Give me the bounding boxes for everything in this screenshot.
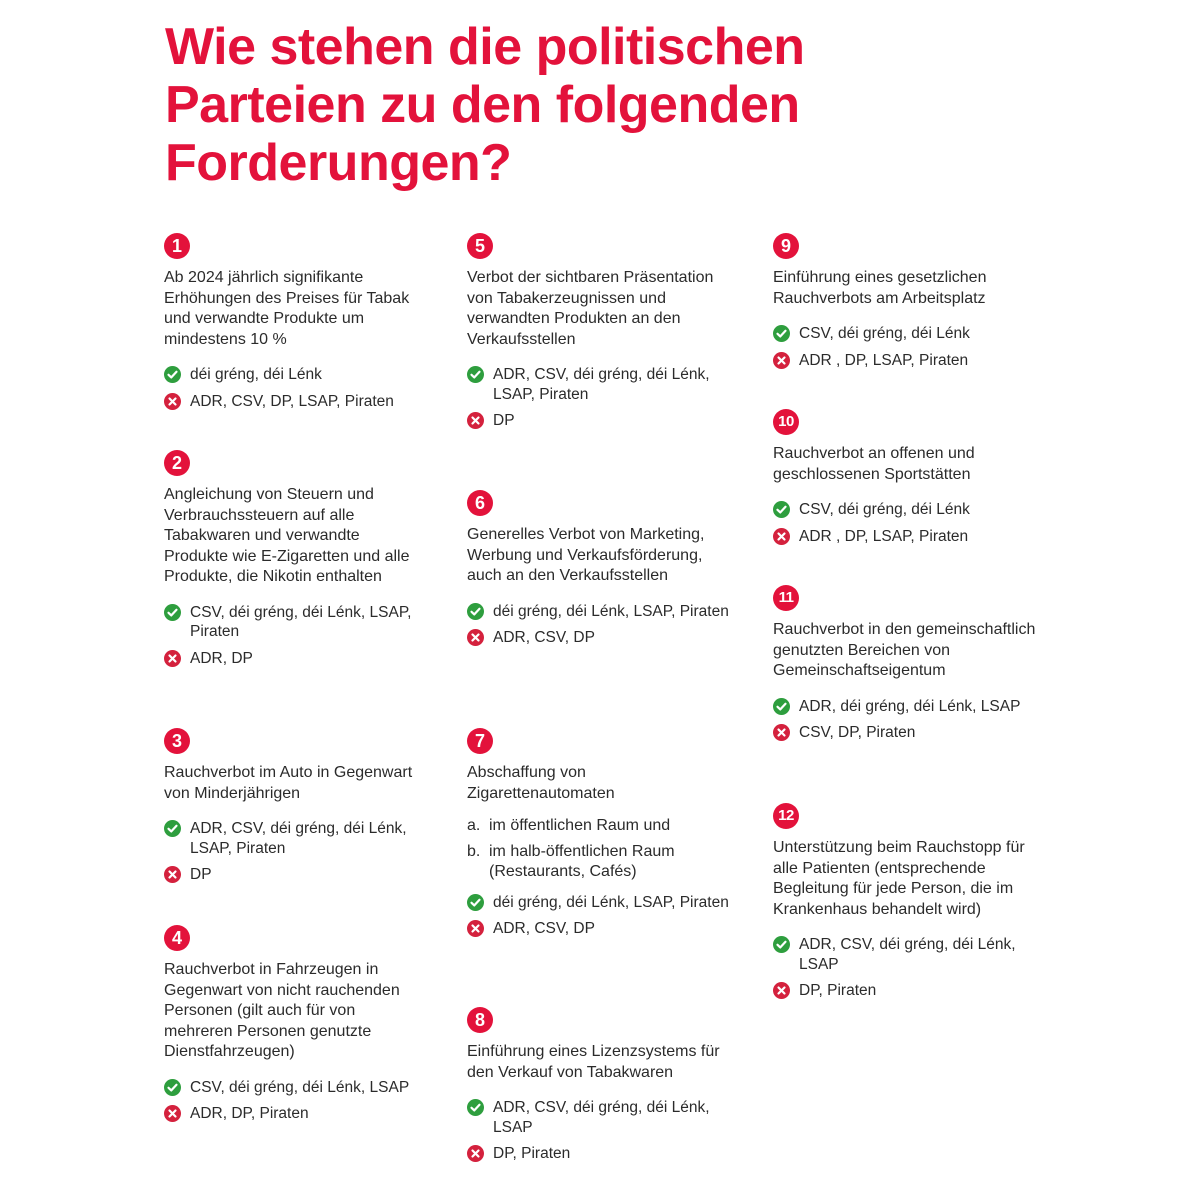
oppose-parties: ADR, CSV, DP, LSAP, Piraten <box>190 392 394 410</box>
sub-item <box>467 816 732 837</box>
check-icon <box>773 698 790 715</box>
item-number-badge: 12 <box>773 803 799 829</box>
support-row <box>164 603 424 642</box>
item-number-badge: 6 <box>467 490 493 516</box>
demand-item-10 <box>773 409 1038 546</box>
oppose-row <box>164 649 424 669</box>
oppose-parties: DP, Piraten <box>493 1145 571 1162</box>
oppose-row <box>773 981 1038 1001</box>
support-parties: CSV, déi gréng, déi Lénk, LSAP, Piraten <box>190 603 412 640</box>
demand-text: Rauchverbot in den gemeinschaftlich genutzten Bereichen von Gemeinschaftseigentum <box>773 621 1036 679</box>
item-number-badge: 4 <box>164 925 190 951</box>
support-row <box>773 500 1038 520</box>
demand-item-2 <box>164 450 424 668</box>
item-number-badge: 5 <box>467 233 493 259</box>
item-number-badge: 7 <box>467 728 493 754</box>
support-row <box>467 365 732 404</box>
oppose-parties: DP <box>493 412 515 429</box>
item-number-badge: 8 <box>467 1007 493 1033</box>
check-icon <box>467 1099 484 1116</box>
support-parties: CSV, déi gréng, déi Lénk, LSAP <box>190 1078 410 1096</box>
oppose-row <box>164 392 424 412</box>
sub-item <box>467 842 732 883</box>
cross-icon <box>164 393 181 410</box>
support-parties: CSV, déi gréng, déi Lénk <box>799 501 970 518</box>
demand-item-7 <box>467 728 732 939</box>
item-number-badge: 3 <box>164 728 190 754</box>
cross-icon <box>164 866 181 883</box>
check-icon <box>164 1079 181 1096</box>
cross-icon <box>773 982 790 999</box>
check-icon <box>467 603 484 620</box>
oppose-row <box>773 723 1038 743</box>
support-parties: déi gréng, déi Lénk <box>190 366 322 383</box>
support-parties: ADR, CSV, déi gréng, déi Lénk, LSAP <box>799 936 1016 973</box>
oppose-parties: DP <box>190 866 212 883</box>
demand-item-5 <box>467 233 732 431</box>
support-parties: ADR, CSV, déi gréng, déi Lénk, LSAP, Piraten <box>190 820 407 857</box>
title-line: Parteien zu den folgenden <box>165 76 800 134</box>
support-row <box>773 697 1038 717</box>
cross-icon <box>773 352 790 369</box>
sub-item-letter: a. <box>467 817 481 834</box>
demand-item-6 <box>467 490 732 648</box>
item-number-badge: 1 <box>164 233 190 259</box>
support-parties: déi gréng, déi Lénk, LSAP, Piraten <box>493 893 729 911</box>
support-row <box>164 1078 424 1098</box>
support-parties: CSV, déi gréng, déi Lénk <box>799 325 970 342</box>
demand-text: Rauchverbot im Auto in Gegenwart von Minderjährigen <box>164 764 413 802</box>
support-row <box>467 1098 732 1137</box>
oppose-parties: ADR, CSV, DP <box>493 629 595 646</box>
item-number-badge: 2 <box>164 450 190 476</box>
support-row <box>164 819 424 858</box>
support-row <box>773 935 1038 974</box>
oppose-parties: ADR, DP <box>190 649 253 667</box>
cross-icon <box>467 629 484 646</box>
check-icon <box>164 820 181 837</box>
cross-icon <box>467 1145 484 1162</box>
oppose-row <box>467 411 732 431</box>
sub-item-letter: b. <box>467 842 481 860</box>
oppose-parties: ADR , DP, LSAP, Piraten <box>799 527 969 545</box>
oppose-parties: ADR, CSV, DP <box>493 920 595 937</box>
title-line: Forderungen? <box>165 134 512 192</box>
demand-text: Rauchverbot an offenen und geschlossenen Sportstätten <box>773 445 975 483</box>
item-number-badge: 11 <box>773 585 799 611</box>
check-icon <box>467 366 484 383</box>
oppose-row <box>164 1104 424 1124</box>
demand-text: Generelles Verbot von Marketing, Werbung und Verkaufsförderung, auch an den Verkaufsstellen <box>467 526 705 584</box>
oppose-parties: DP, Piraten <box>799 982 877 999</box>
cross-icon <box>773 528 790 545</box>
demand-item-8 <box>467 1007 732 1164</box>
support-row <box>467 602 732 622</box>
check-icon <box>773 325 790 342</box>
demand-item-9 <box>773 233 1038 370</box>
demand-text: Angleichung von Steuern und Verbrauchssteuern auf alle Tabakwaren und verwandte Produkte wie E-Zigaretten und alle Produkte, die Nikotin enthalten <box>164 486 410 585</box>
check-icon <box>164 604 181 621</box>
demand-item-1 <box>164 233 424 411</box>
support-parties: déi gréng, déi Lénk, LSAP, Piraten <box>493 602 729 620</box>
sub-item-text: im halb-öffentlichen Raum (Restaurants, Cafés) <box>489 842 675 880</box>
demand-text: Einführung eines Lizenzsystems für den Verkauf von Tabakwaren <box>467 1043 720 1081</box>
demand-text: Verbot der sichtbaren Präsentation von Tabakerzeugnissen und verwandten Produkten an den Verkaufsstellen <box>467 269 714 348</box>
oppose-row <box>773 527 1038 547</box>
oppose-row <box>164 865 424 885</box>
oppose-row <box>467 919 732 939</box>
demand-item-4 <box>164 925 424 1124</box>
support-parties: ADR, CSV, déi gréng, déi Lénk, LSAP <box>493 1099 710 1136</box>
demand-text: Unterstützung beim Rauchstopp für alle Patienten (entsprechende Begleitung für jede Person, die im Krankenhaus behandelt wird) <box>773 839 1025 918</box>
check-icon <box>467 894 484 911</box>
demand-item-12 <box>773 803 1038 1001</box>
item-number-badge: 10 <box>773 409 799 435</box>
oppose-row <box>467 1144 732 1164</box>
support-row <box>164 365 424 385</box>
sub-list <box>467 816 732 883</box>
oppose-parties: CSV, DP, Piraten <box>799 724 916 741</box>
page-title <box>165 18 1065 192</box>
cross-icon <box>773 724 790 741</box>
oppose-parties: ADR , DP, LSAP, Piraten <box>799 351 969 369</box>
support-parties: ADR, CSV, déi gréng, déi Lénk, LSAP, Piraten <box>493 366 710 403</box>
oppose-row <box>467 628 732 648</box>
demand-text: Ab 2024 jährlich signifikante Erhöhungen des Preises für Tabak und verwandte Produkte um mindestens 10 % <box>164 269 410 348</box>
item-number-badge: 9 <box>773 233 799 259</box>
demand-text: Abschaffung von Zigarettenautomaten <box>467 764 615 802</box>
demand-text: Einführung eines gesetzlichen Rauchverbots am Arbeitsplatz <box>773 269 987 307</box>
cross-icon <box>164 1105 181 1122</box>
cross-icon <box>467 920 484 937</box>
support-row <box>467 893 732 913</box>
sub-item-text: im öffentlichen Raum und <box>489 817 671 834</box>
support-parties: ADR, déi gréng, déi Lénk, LSAP <box>799 697 1021 715</box>
cross-icon <box>164 650 181 667</box>
oppose-parties: ADR, DP, Piraten <box>190 1105 309 1122</box>
check-icon <box>773 936 790 953</box>
cross-icon <box>467 412 484 429</box>
title-line: Wie stehen die politischen <box>165 18 805 76</box>
support-row <box>773 324 1038 344</box>
check-icon <box>164 366 181 383</box>
demand-item-3 <box>164 728 424 885</box>
demand-item-11 <box>773 585 1038 743</box>
oppose-row <box>773 351 1038 371</box>
demand-text: Rauchverbot in Fahrzeugen in Gegenwart von nicht rauchenden Personen (gilt auch für von mehreren Personen genutzte Dienstfahrzeugen) <box>164 961 400 1060</box>
check-icon <box>773 501 790 518</box>
